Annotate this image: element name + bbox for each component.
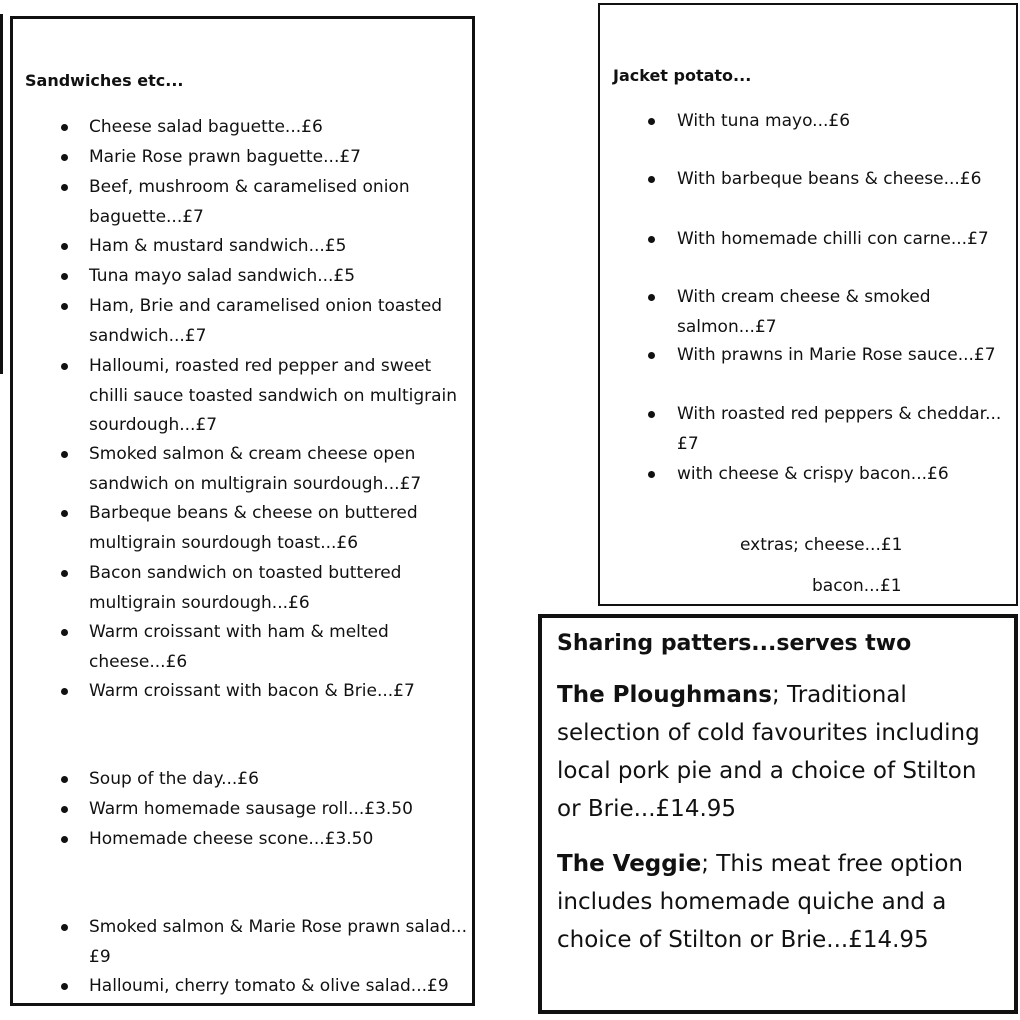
bullet-icon	[61, 983, 68, 990]
menu-item-text: With barbeque beans & cheese...£6	[677, 169, 982, 189]
platter-ploughmans	[557, 676, 1005, 828]
platter-description: ; Traditional selection of cold favourites including local pork pie and a choice of Stilton or Brie...£14.95	[557, 682, 980, 822]
menu-item-text: Barbeque beans & cheese on buttered multigrain sourdough toast...£6	[89, 503, 418, 553]
bullet-icon	[61, 510, 68, 517]
menu-item-text: Ham, Brie and caramelised onion toasted sandwich...£7	[89, 296, 443, 346]
menu-item-text: With cream cheese & smoked salmon...£7	[677, 287, 931, 337]
menu-item-text: with cheese & crispy bacon...£6	[677, 464, 949, 484]
left-edge-line	[0, 14, 3, 374]
menu-item-text: With roasted red peppers & cheddar...£7	[677, 404, 1002, 454]
bullet-icon	[61, 124, 68, 131]
menu-item-text: Soup of the day...£6	[89, 769, 259, 789]
bullet-icon	[648, 352, 655, 359]
bullet-icon	[648, 236, 655, 243]
sandwiches-heading: Sandwiches etc...	[25, 71, 184, 90]
bullet-icon	[61, 243, 68, 250]
menu-item-text: Warm homemade sausage roll...£3.50	[89, 799, 413, 819]
platter-name: The Veggie	[557, 851, 702, 877]
bullet-icon	[61, 776, 68, 783]
menu-item-text: Bacon sandwich on toasted buttered multigrain sourdough...£6	[89, 563, 402, 613]
bullet-icon	[61, 184, 68, 191]
platter-veggie	[557, 845, 1005, 959]
bullet-icon	[61, 154, 68, 161]
menu-item-text: Halloumi, roasted red pepper and sweet chilli sauce toasted sandwich on multigrain sourdough...£7	[89, 356, 458, 435]
bullet-icon	[61, 924, 68, 931]
bullet-icon	[648, 294, 655, 301]
bullet-icon	[61, 363, 68, 370]
bullet-icon	[61, 273, 68, 280]
bullet-icon	[648, 471, 655, 478]
bullet-icon	[61, 303, 68, 310]
sharing-platters-heading: Sharing patters...serves two	[557, 631, 912, 656]
sharing-platters-panel	[538, 614, 1018, 1014]
bullet-icon	[648, 118, 655, 125]
bullet-icon	[61, 451, 68, 458]
bullet-icon	[648, 176, 655, 183]
jacket-potato-heading: Jacket potato...	[613, 66, 752, 85]
extras-bacon: bacon...£1	[812, 576, 902, 596]
menu-item-text: Warm croissant with ham & melted cheese...£6	[89, 622, 389, 672]
bullet-icon	[61, 688, 68, 695]
menu-item-text: Homemade cheese scone...£3.50	[89, 829, 374, 849]
menu-item-text: Smoked salmon & cream cheese open sandwich on multigrain sourdough...£7	[89, 444, 422, 494]
bullet-icon	[61, 806, 68, 813]
platter-name: The Ploughmans	[557, 682, 772, 708]
menu-item-text: Marie Rose prawn baguette...£7	[89, 147, 361, 167]
menu-item-text: With tuna mayo...£6	[677, 111, 851, 131]
bullet-icon	[648, 411, 655, 418]
extras-cheese: extras; cheese...£1	[740, 535, 903, 555]
menu-item-text: Halloumi, cherry tomato & olive salad...£9	[89, 976, 449, 996]
bullet-icon	[61, 629, 68, 636]
menu-item-text: Tuna mayo salad sandwich...£5	[89, 266, 356, 286]
platter-description: ; This meat free option includes homemade quiche and a choice of Stilton or Brie...£14.95	[557, 851, 963, 953]
bullet-icon	[61, 570, 68, 577]
bullet-icon	[61, 836, 68, 843]
menu-item-text: With homemade chilli con carne...£7	[677, 229, 989, 249]
jacket-potato-panel	[598, 3, 1018, 606]
menu-item-text: Ham & mustard sandwich...£5	[89, 236, 347, 256]
sandwiches-panel	[10, 16, 475, 1006]
menu-item-text: Beef, mushroom & caramelised onion baguette...£7	[89, 177, 410, 227]
menu-item-text: Warm croissant with bacon & Brie...£7	[89, 681, 415, 701]
menu-item-text: Cheese salad baguette...£6	[89, 117, 323, 137]
menu-item-text: Smoked salmon & Marie Rose prawn salad...£9	[89, 917, 467, 967]
menu-item-text: With prawns in Marie Rose sauce...£7	[677, 345, 996, 365]
